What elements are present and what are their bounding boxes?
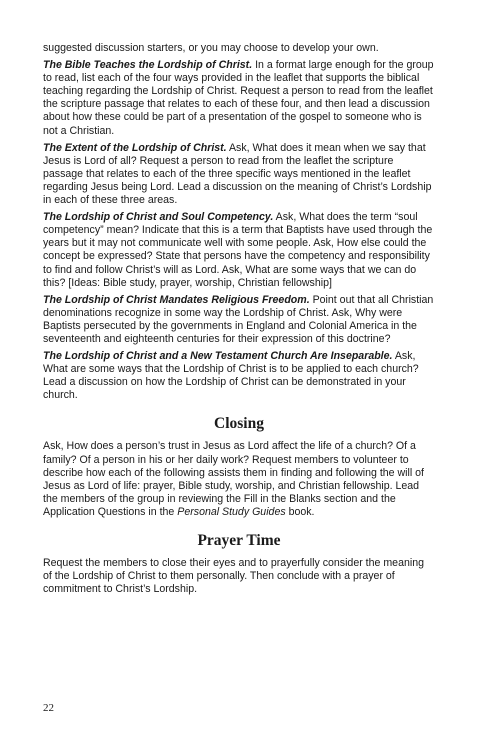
section-lead: The Extent of the Lordship of Christ. [43,141,227,154]
section-lead: The Lordship of Christ Mandates Religious Freedom. [43,293,310,306]
closing-text-end: book. [285,505,315,518]
section-paragraph [43,294,435,346]
section-lead: The Bible Teaches the Lordship of Christ. [43,59,253,72]
page-number: 22 [43,702,54,714]
section-text: Point out that all Christian denominations recognize in some way the Lordship of Christ. Ask, Why were Baptists persecuted by the governments in England and Colonial America in the seventeenth and eighteenth centuries for their expression of this doctrine? [43,293,434,345]
section-text: Ask, What are some ways that the Lordship of Christ is to be applied to each church? Lead a discussion on how the Lordship of Christ can be demonstrated in your church. [43,350,419,402]
section-paragraph [43,211,435,290]
section-lead: The Lordship of Christ and a New Testament Church Are Inseparable. [43,350,393,363]
section-paragraph [43,59,435,138]
intro-paragraph: suggested discussion starters, or you may choose to develop your own. [43,42,379,54]
book-title: Personal Study Guides [177,505,286,518]
section-text: In a format large enough for the group to read, list each of the four ways provided in the leaflet that supports the biblical teaching regarding the Lordship of Christ. Request a person to read from the leaflet the scripture passage that relates to each of these four, and then lead a discussion about how these could be part of a presentation of the gospel to someone who is not a Christian. [43,59,434,137]
prayer-paragraph: Request the members to close their eyes and to prayerfully consider the meaning of the Lordship of Christ to them personally. Then conclude with a prayer of commitment to Christ’s Lordship. [43,557,424,596]
prayer-heading: Prayer Time [197,532,281,549]
section-text: Ask, What does the term “soul competency” mean? Indicate that this is a term that Baptists have used through the years but it may not communicate well with some people. Ask, How else could the concept be expressed? State that persons have the competency and responsibility to find and follow Christ’s will as Lord. Ask, What are some ways that we can do this? [Ideas: Bible study, prayer, worship, Christian fellowship] [43,211,433,289]
section-lead: The Lordship of Christ and Soul Competency. [43,211,274,224]
section-paragraph [43,350,435,402]
closing-paragraph [43,440,435,519]
closing-text: Ask, How does a person’s trust in Jesus as Lord affect the life of a church? Of a family? Of a person in his or her daily work? Request members to volunteer to describe how each of the following assists them in finding and following the will of Jesus as Lord of life: prayer, Bible study, worship, and Christian fellowship. Lead the members of the group in reviewing the Fill in the Blanks section and the Application Questions in the [43,440,424,518]
section-paragraph [43,142,435,207]
section-text: Ask, What does it mean when we say that Jesus is Lord of all? Request a person to read from the leaflet the scripture passage that relates to each of the three specific ways mentioned in the leaflet regarding Jesus being Lord. Lead a discussion on the meaning of Christ’s Lordship in each of these three areas. [43,141,432,207]
closing-heading: Closing [214,415,264,433]
